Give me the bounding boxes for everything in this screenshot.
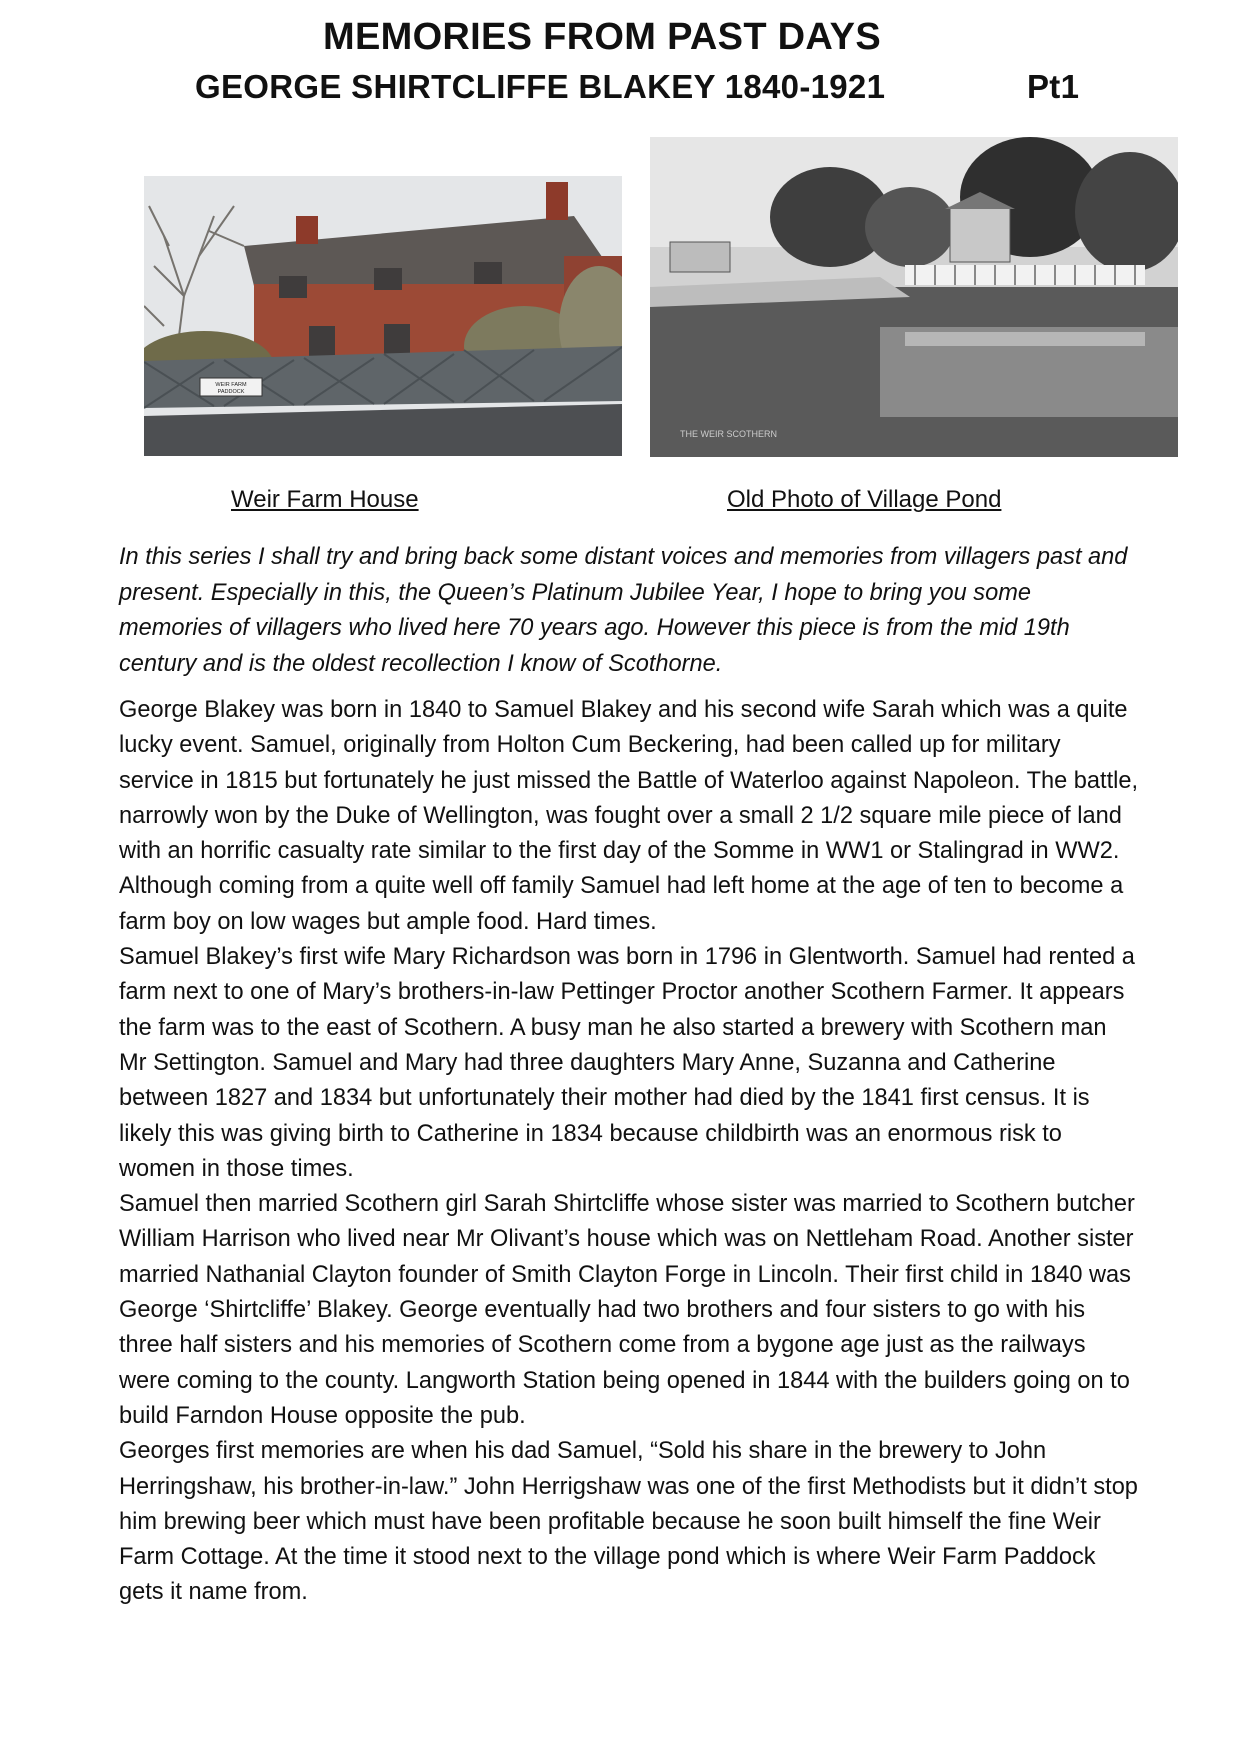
article-body (119, 693, 1139, 1611)
svg-text:PADDOCK: PADDOCK (217, 389, 245, 395)
village-pond-photo (650, 137, 1178, 457)
body-paragraph: Samuel then married Scothern girl Sarah Shirtcliffe whose sister was married to Scothern butcher William Harrison who lived near Mr Olivant’s house which was on Nettleham Road. Another sister married Nathanial Clayton founder of Smith Clayton Forge in Lincoln. Their first child in 1840 was George ‘Shirtcliffe’ Blakey. George eventually had two brothers and four sisters to go with his three half sisters and his memories of Scothern come from a bygone age just as the railways were coming to the county. Langworth Station being opened in 1844 with the builders going on to build Farndon House opposite the pub. (119, 1191, 1135, 1429)
part-label: Pt1 (1027, 68, 1080, 105)
body-paragraph: George Blakey was born in 1840 to Samuel Blakey and his second wife Sarah which was a quite lucky event. Samuel, originally from Holton Cum Beckering, had been called up for military service in 1815 but fortunately he just missed the Battle of Waterloo against Napoleon. The battle, narrowly won by the Duke of Wellington, was fought over a small 2 1/2 square mile piece of land with an horrific casualty rate similar to the first day of the Somme in WW1 or Stalingrad in WW2. Although coming from a quite well off family Samuel had left home at the age of ten to become a farm boy on low wages but ample food. Hard times. (119, 697, 1139, 935)
intro-paragraph: In this series I shall try and bring back some distant voices and memories from villagers past and present. Especially in this, the Queen’s Platinum Jubilee Year, I hope to bring you some memories of villagers who lived here 70 years ago. However this piece is from the mid 19th century and is the oldest recollection I know of Scothorne. (119, 544, 1128, 677)
page-title: MEMORIES FROM PAST DAYS (323, 16, 881, 58)
svg-text:THE WEIR SCOTHERN: THE WEIR SCOTHERN (680, 429, 778, 439)
subtitle-text: GEORGE SHIRTCLIFFE BLAKEY 1840-1921 (195, 68, 886, 105)
body-paragraph: Samuel Blakey’s first wife Mary Richardson was born in 1796 in Glentworth. Samuel had rented a farm next to one of Mary’s brothers-in-law Pettinger Proctor another Scothern Farmer. It appears the farm was to the east of Scothern. A busy man he also started a brewery with Scothern man Mr Settington. Samuel and Mary had three daughters Mary Anne, Suzanna and Catherine between 1827 and 1834 but unfortunately their mother had died by the 1841 first census. It is likely this was giving birth to Catherine in 1834 because childbirth was an enormous risk to women in those times. (119, 944, 1135, 1182)
photo-caption-weir-farm: Weir Farm House (231, 486, 419, 513)
body-paragraph: Georges first memories are when his dad Samuel, “Sold his share in the brewery to John Herringshaw, his brother-in-law.” John Herrigshaw was one of the first Methodists but it didn’t stop him brewing beer which must have been profitable because he soon built himself the fine Weir Farm Cottage. At the time it stood next to the village pond which is where Weir Farm Paddock gets it name from. (119, 1438, 1138, 1606)
weir-farm-house-photo (144, 176, 622, 456)
photo-caption-village-pond: Old Photo of Village Pond (727, 486, 1002, 513)
svg-text:WEIR FARM: WEIR FARM (215, 382, 247, 388)
page-subtitle (195, 68, 1095, 106)
